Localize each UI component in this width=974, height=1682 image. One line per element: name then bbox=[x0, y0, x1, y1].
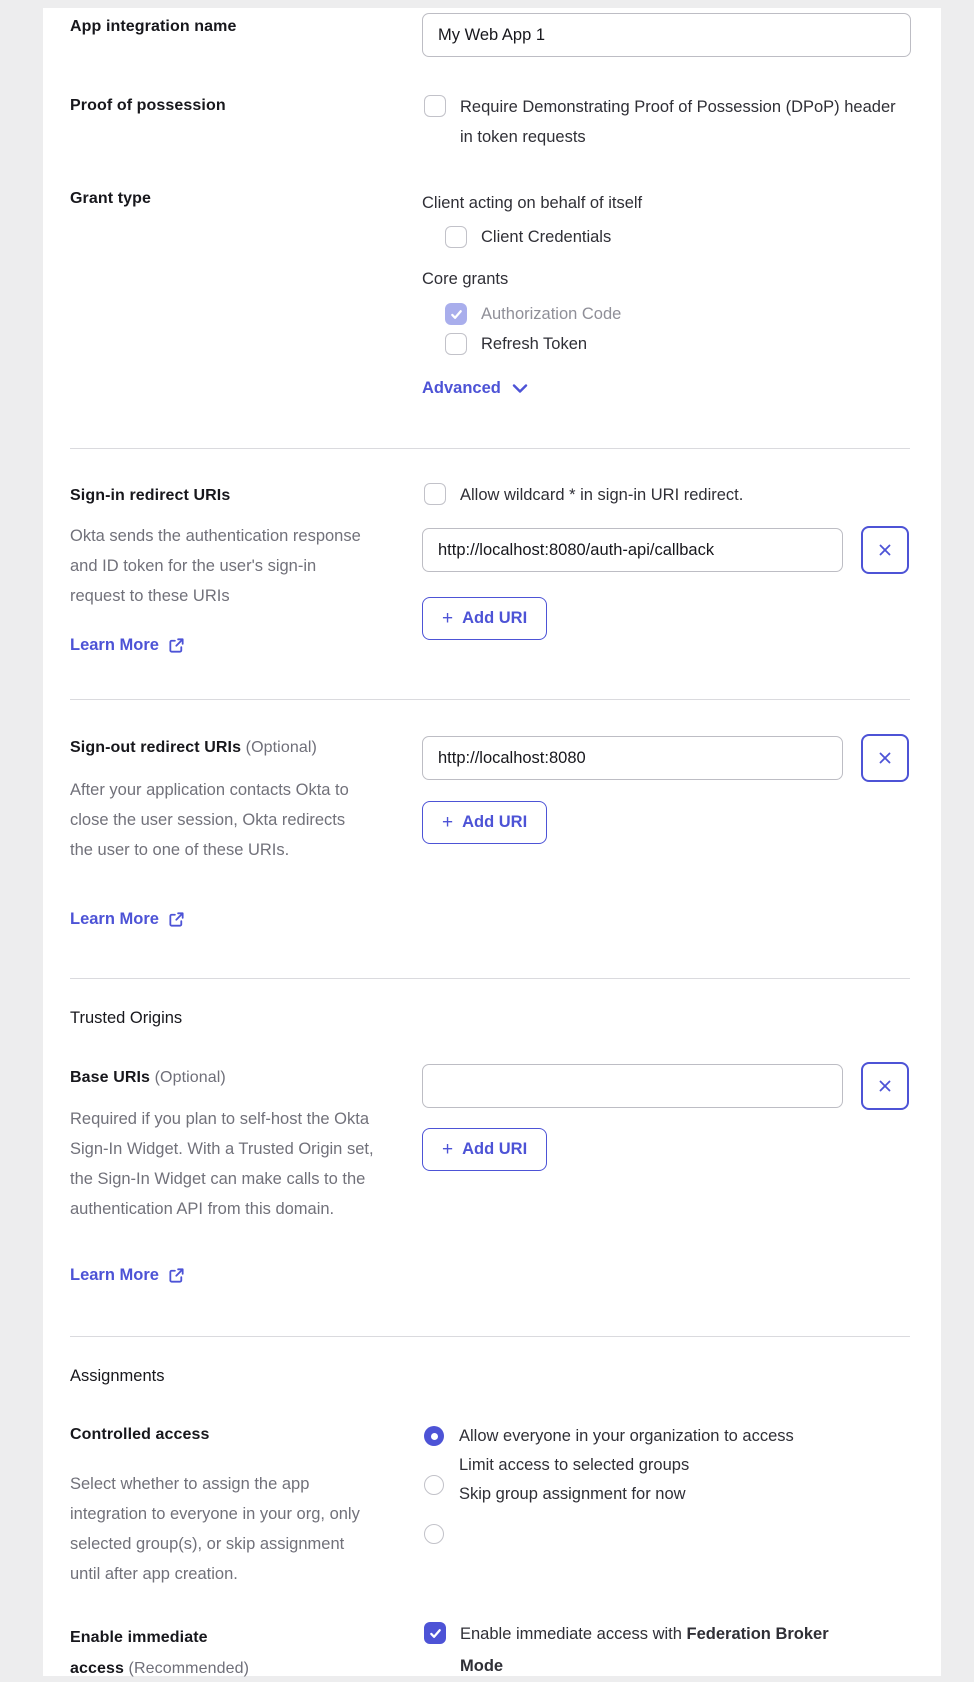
grant-group-self-label: Client acting on behalf of itself bbox=[422, 194, 643, 212]
learn-more-label: Learn More bbox=[70, 910, 159, 928]
base-uris-description: Required if you plan to self-host the Okta Sign-In Widget. With a Trusted Origin set, the Sign-In Widget can make calls to the authentication API from this domain. bbox=[70, 1110, 374, 1218]
immediate-access-label bbox=[70, 1622, 249, 1682]
optional-tag: (Optional) bbox=[154, 1069, 226, 1086]
close-icon bbox=[876, 1077, 894, 1095]
sign-out-label-text: Sign-out redirect URIs bbox=[70, 739, 242, 756]
federation-broker-checkbox[interactable] bbox=[424, 1622, 446, 1644]
refresh-token-label[interactable]: Refresh Token bbox=[481, 335, 588, 353]
plus-icon: + bbox=[442, 1138, 454, 1160]
sign-out-description: After your application contacts Okta to close the user session, Okta redirects the user to one of these URIs. bbox=[70, 781, 349, 859]
radio-limit-groups[interactable] bbox=[424, 1475, 444, 1495]
base-uris-learn-more-link[interactable] bbox=[70, 1266, 185, 1285]
section-divider bbox=[70, 699, 910, 700]
federation-broker-checkbox-label[interactable] bbox=[460, 1618, 872, 1682]
client-credentials-label[interactable]: Client Credentials bbox=[481, 228, 612, 246]
sign-in-redirect-label: Sign-in redirect URIs bbox=[70, 487, 231, 504]
dpop-checkbox-label[interactable]: Require Demonstrating Proof of Possession (DPoP) header in token requests bbox=[460, 98, 896, 146]
assignments-heading: Assignments bbox=[70, 1367, 165, 1385]
learn-more-label: Learn More bbox=[70, 636, 159, 654]
section-divider bbox=[70, 1336, 910, 1337]
sign-in-learn-more-link[interactable] bbox=[70, 636, 185, 655]
close-icon bbox=[876, 749, 894, 767]
add-uri-label: Add URI bbox=[462, 609, 528, 627]
close-icon bbox=[876, 541, 894, 559]
learn-more-label: Learn More bbox=[70, 1266, 159, 1284]
base-uri-input[interactable] bbox=[422, 1064, 843, 1108]
controlled-access-description: Select whether to assign the app integration to everyone in your org, only selected group(s), or skip assignment until after app creation. bbox=[70, 1475, 360, 1583]
controlled-access-label: Controlled access bbox=[70, 1426, 210, 1443]
sign-out-uri-input[interactable] bbox=[422, 736, 843, 780]
external-link-icon bbox=[168, 911, 185, 928]
authorization-code-label: Authorization Code bbox=[481, 305, 622, 323]
proof-of-possession-label: Proof of possession bbox=[70, 97, 226, 114]
add-uri-label: Add URI bbox=[462, 1140, 528, 1158]
refresh-token-checkbox[interactable] bbox=[445, 333, 467, 355]
immediate-access-label-line2: access bbox=[70, 1660, 124, 1677]
grant-type-label: Grant type bbox=[70, 190, 152, 207]
base-uris-label bbox=[70, 1069, 226, 1087]
remove-sign-out-uri-button[interactable] bbox=[861, 734, 909, 782]
remove-base-uri-button[interactable] bbox=[861, 1062, 909, 1110]
immediate-access-label-line1: Enable immediate bbox=[70, 1629, 208, 1646]
plus-icon: + bbox=[442, 811, 454, 833]
radio-skip-assignment[interactable] bbox=[424, 1524, 444, 1544]
wildcard-checkbox[interactable] bbox=[424, 483, 446, 505]
dpop-checkbox[interactable] bbox=[424, 95, 446, 117]
check-icon bbox=[449, 307, 464, 322]
radio-allow-everyone[interactable] bbox=[424, 1426, 444, 1446]
add-uri-label: Add URI bbox=[462, 813, 528, 831]
chevron-down-icon bbox=[512, 384, 528, 394]
grant-group-core-label: Core grants bbox=[422, 270, 509, 288]
external-link-icon bbox=[168, 1267, 185, 1284]
section-divider bbox=[70, 448, 910, 449]
remove-sign-in-uri-button[interactable] bbox=[861, 526, 909, 574]
section-divider bbox=[70, 978, 910, 979]
sign-out-learn-more-link[interactable] bbox=[70, 910, 185, 929]
federation-broker-text-bold: Federation Broker Mode bbox=[460, 1625, 829, 1675]
optional-tag: (Optional) bbox=[245, 739, 317, 756]
sign-in-description: Okta sends the authentication response and ID token for the user's sign-in request to these URIs bbox=[70, 527, 361, 605]
add-sign-in-uri-button[interactable] bbox=[422, 597, 547, 640]
federation-broker-text: Enable immediate access with bbox=[460, 1625, 687, 1643]
add-sign-out-uri-button[interactable] bbox=[422, 801, 547, 844]
sign-in-uri-input[interactable] bbox=[422, 528, 843, 572]
check-icon bbox=[428, 1626, 443, 1641]
radio-allow-everyone-label[interactable]: Allow everyone in your organization to access bbox=[459, 1427, 794, 1445]
radio-limit-groups-label[interactable]: Limit access to selected groups bbox=[459, 1456, 690, 1474]
base-uris-label-text: Base URIs bbox=[70, 1069, 151, 1086]
advanced-label: Advanced bbox=[422, 379, 501, 397]
add-base-uri-button[interactable] bbox=[422, 1128, 547, 1171]
authorization-code-checkbox[interactable] bbox=[445, 303, 467, 325]
client-credentials-checkbox[interactable] bbox=[445, 226, 467, 248]
trusted-origins-heading: Trusted Origins bbox=[70, 1009, 183, 1027]
app-name-label: App integration name bbox=[70, 18, 237, 35]
external-link-icon bbox=[168, 637, 185, 654]
sign-out-redirect-label bbox=[70, 739, 317, 757]
plus-icon: + bbox=[442, 607, 454, 629]
advanced-toggle[interactable] bbox=[422, 379, 528, 398]
radio-skip-assignment-label[interactable]: Skip group assignment for now bbox=[459, 1485, 686, 1503]
recommended-tag: (Recommended) bbox=[128, 1660, 250, 1677]
app-name-input[interactable] bbox=[422, 13, 911, 57]
wildcard-checkbox-label[interactable]: Allow wildcard * in sign-in URI redirect. bbox=[460, 486, 744, 504]
